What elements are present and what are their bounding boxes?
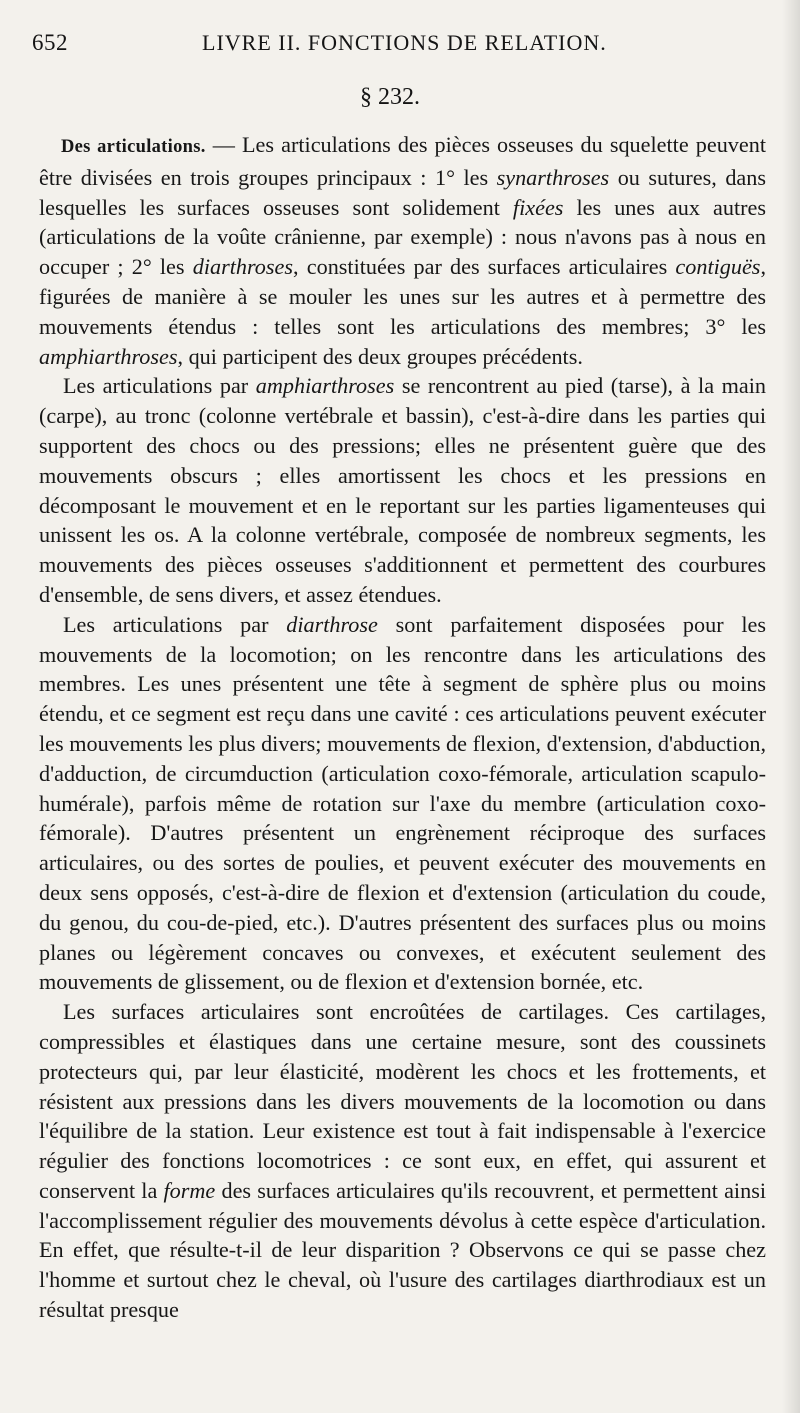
page-number: 652 — [32, 30, 68, 55]
text-run: se rencontrent au pied (tarse), à la main (carpe), au tronc (colonne vertébrale et bassin), c'est-à-dire dans les parties qui supportent des chocs ou des pressions; elles ne présentent guère que des mouvements obscurs ; elles amortissent les chocs et les pressions en décomposant le mouvement et en le reportant sur les parties ligamenteuses qui unissent les os. A la colonne vertébrale, composée de nombreux segments, les mouvements des pièces osseuses s'additionnent et permettent des courbures d'ensemble, de sens divers, et assez étendues. — [39, 373, 766, 607]
text-run: ou sutures, dans lesquelles les surfaces osseuses sont solidement — [39, 164, 766, 220]
text-run: , qui participent des deux groupes précédents. — [177, 343, 583, 369]
italic-term: forme — [163, 1177, 216, 1203]
text-run: Les surfaces articulaires sont encroûtées de cartilages. Ces cartilages, compressibles et élastiques dans une certaine mesure, sont des coussinets protecteurs qui, par leur élasticité, modèrent les chocs et les frottements, et résistent aux pressions dans les divers mouvements de la locomotion ou dans l'équilibre de la station. Leur existence est tout à fait indispensable à l'exercice régulier des fonctions locomotrices : ce sont eux, en effet, qui assurent et conservent la — [39, 999, 766, 1203]
running-head — [32, 30, 760, 60]
text-run: , constituées par des surfaces articulaires — [293, 254, 676, 280]
italic-term: fixées — [512, 194, 564, 220]
running-title: LIVRE II. FONCTIONS DE RELATION. — [202, 30, 607, 55]
text-run: Les articulations par — [63, 373, 256, 399]
paragraph — [39, 371, 766, 609]
text-run: sont parfaitement disposées pour les mouvements de la locomotion; on les rencontre dans les articulations des membres. Les unes présentent une tête à segment de sphère plus ou moins étendu, et ce segment est reçu dans une cavité : ces articulations peuvent exécuter les mouvements les plus divers; mouvements de flexion, d'extension, d'abduction, d'adduction, de circumduction (articulation coxo-fémorale, articulation scapulo-humérale), parfois même de rotation sur l'axe du membre (articulation coxo-fémorale). D'autres présentent un engrènement réciproque des surfaces articulaires, ou des sortes de poulies, et peuvent exécuter des mouvements en deux sens opposés, c'est-à-dire de flexion et d'extension (articulation du coude, du genou, du cou-de-pied, etc.). D'autres présentent des surfaces plus ou moins planes ou légèrement concaves ou convexes, et exécutent seulement des mouvements de glissement, ou de flexion et d'extension bornée, etc. — [39, 611, 766, 995]
italic-term: contiguës — [675, 254, 761, 280]
paragraph-lead: Des articulations. — [61, 137, 206, 157]
paragraph — [39, 997, 766, 1325]
section-heading: § 232. — [360, 84, 420, 110]
italic-term: diarthroses — [192, 254, 294, 280]
italic-term: amphiarthroses — [39, 343, 178, 369]
text-run: des surfaces articulaires qu'ils recouvrent, et permettent ainsi l'accomplissement régulier des mouvements dévolus à cette espèce d'articulation. En effet, que résulte-t-il de leur disparition ? Observons ce qui se passe chez l'homme et surtout chez le cheval, où l'usure des cartilages diarthrodiaux est un résultat presque — [39, 1177, 766, 1323]
paragraph — [39, 610, 766, 997]
text-run: les unes aux autres (articulations de la voûte crânienne, par exemple) : nous n'avons pas à nous en occuper ; 2° les — [39, 194, 766, 280]
italic-term: diarthrose — [286, 611, 378, 637]
italic-term: amphiarthroses — [255, 373, 395, 399]
body-text — [39, 130, 766, 1325]
text-run: Les articulations par — [63, 611, 287, 637]
text-run: , figurées de manière à se mouler les unes sur les autres et à permettre des mouvements étendus : telles sont les articulations des membres; 3° les — [39, 254, 766, 339]
paragraph — [39, 130, 766, 371]
scan-shadow — [782, 0, 800, 1413]
text-run: — Les articulations des pièces osseuses du squelette peuvent être divisées en trois groupes principaux : 1° les — [39, 132, 766, 190]
italic-term: synarthroses — [496, 164, 610, 190]
